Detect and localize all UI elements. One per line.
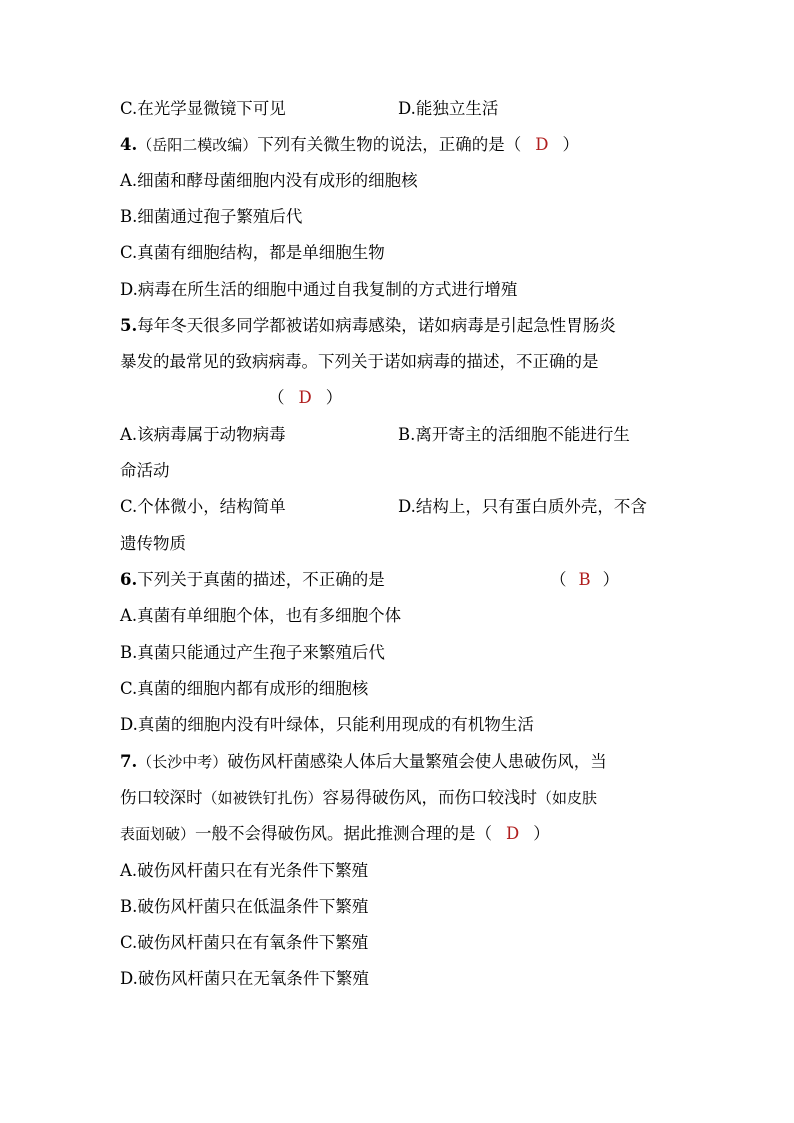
q4-option-c: C.真菌有细胞结构，都是单细胞生物 bbox=[120, 243, 385, 262]
q6-option-a: A.真菌有单细胞个体，也有多细胞个体 bbox=[120, 606, 402, 625]
q6-stem: 6.下列关于真菌的描述，不正确的是 （ B ） bbox=[120, 570, 620, 589]
q5-stem-line2: 暴发的最常见的致病病毒。下列关于诺如病毒的描述，不正确的是 bbox=[120, 352, 599, 371]
q6-answer: B bbox=[578, 570, 591, 589]
q5-option-c: C.个体微小，结构简单 bbox=[120, 497, 286, 516]
q3-option-c: C.在光学显微镜下可见 bbox=[120, 99, 286, 118]
q4-answer: D bbox=[535, 135, 549, 154]
q6-option-d: D.真菌的细胞内没有叶绿体，只能利用现成的有机物生活 bbox=[120, 715, 534, 734]
q4-stem-text: 下列有关微生物的说法，正确的是（ bbox=[257, 135, 522, 154]
q4-option-b: B.细菌通过孢子繁殖后代 bbox=[120, 207, 303, 226]
q5-option-d-cont: 遗传物质 bbox=[120, 534, 186, 553]
q5-answer: D bbox=[298, 388, 312, 407]
q4-number: 4 bbox=[120, 135, 132, 154]
q7-option-a: A.破伤风杆菌只在有光条件下繁殖 bbox=[120, 861, 369, 880]
q7-answer: D bbox=[506, 824, 520, 843]
q4-option-a: A.细菌和酵母菌细胞内没有成形的细胞核 bbox=[120, 171, 418, 190]
q4-option-d: D.病毒在所生活的细胞中通过自我复制的方式进行增殖 bbox=[120, 280, 518, 299]
q6-number: 6 bbox=[120, 570, 132, 589]
q5-option-b-cont: 命活动 bbox=[120, 461, 170, 480]
q3-option-d: D.能独立生活 bbox=[398, 99, 499, 118]
q7-stem-line3: 表面划破）一般不会得破伤风。据此推测合理的是（ D ） bbox=[120, 824, 550, 843]
exam-page: C.在光学显微镜下可见 D.能独立生活 4.（岳阳二模改编）下列有关微生物的说法，正确的是（ D ） A.细菌和酵母菌细胞内没有成形的细胞核 B.细菌通过孢子繁殖后代 C.真菌有细胞结构，都是单细胞生物 D.病毒在所生活的细胞中通过自我复制的方式进行增殖 5.每年冬天很多同学都被诺如病毒感染，诺如病毒是引起急性胃肠炎 暴发的最常见的致病病毒。下列关于诺如病毒的描述，不正确的是 （ D ） A.该病毒属于动物病毒 B.离开寄主的活细胞不能进行生 命活动 C.个体微小，结构简单 D.结构上，只有蛋白质外壳，不含 遗传物质 6.下列关于真菌的描述，不正确的是 （ B ） A.真菌有单细胞个体，也有多细胞个体 B.真菌只能通过产生孢子来繁殖后代 C.真菌的细胞内都有成形的细胞核 D.真菌的细胞内没有叶绿体，只能利用现成的有机物生活 7.（长沙中考）破伤风杆菌感染人体后大量繁殖会使人患破伤风，当 伤口较深时（如被铁钉扎伤）容易得破伤风，而伤口较浅时（如皮肤 表面划破）一般不会得破伤风。据此推测合理的是（ D ） A.破伤风杆菌只在有光条件下繁殖 B.破伤风杆菌只在低温条件下繁殖 C.破伤风杆菌只在有氧条件下繁殖 D.破伤风杆菌只在无氧条件下繁殖 bbox=[0, 0, 794, 1123]
q5-option-a: A.该病毒属于动物病毒 bbox=[120, 425, 286, 444]
q5-option-b: B.离开寄主的活细胞不能进行生 bbox=[398, 425, 630, 444]
q5-number: 5 bbox=[120, 316, 132, 335]
q7-option-d: D.破伤风杆菌只在无氧条件下繁殖 bbox=[120, 969, 369, 988]
q4-stem: 4.（岳阳二模改编）下列有关微生物的说法，正确的是（ D ） bbox=[120, 135, 579, 154]
q5-stem-line1: 5.每年冬天很多同学都被诺如病毒感染，诺如病毒是引起急性胃肠炎 bbox=[120, 316, 616, 335]
q3-options-row bbox=[120, 99, 680, 119]
q7-option-b: B.破伤风杆菌只在低温条件下繁殖 bbox=[120, 897, 369, 916]
q4-source: （岳阳二模改编） bbox=[137, 136, 258, 154]
q5-options-row1 bbox=[120, 425, 680, 445]
q5-option-d: D.结构上，只有蛋白质外壳，不含 bbox=[398, 497, 647, 516]
q7-source: （长沙中考） bbox=[137, 753, 228, 771]
q7-stem-line1: 7.（长沙中考）破伤风杆菌感染人体后大量繁殖会使人患破伤风，当 bbox=[120, 752, 607, 771]
q6-option-b: B.真菌只能通过产生孢子来繁殖后代 bbox=[120, 643, 385, 662]
q7-stem-line2: 伤口较深时（如被铁钉扎伤）容易得破伤风，而伤口较浅时（如皮肤 bbox=[120, 788, 598, 807]
q7-number: 7 bbox=[120, 752, 132, 771]
q7-option-c: C.破伤风杆菌只在有氧条件下繁殖 bbox=[120, 933, 369, 952]
q4-close: ） bbox=[562, 135, 579, 154]
q5-options-row2 bbox=[120, 497, 680, 517]
q6-option-c: C.真菌的细胞内都有成形的细胞核 bbox=[120, 679, 369, 698]
